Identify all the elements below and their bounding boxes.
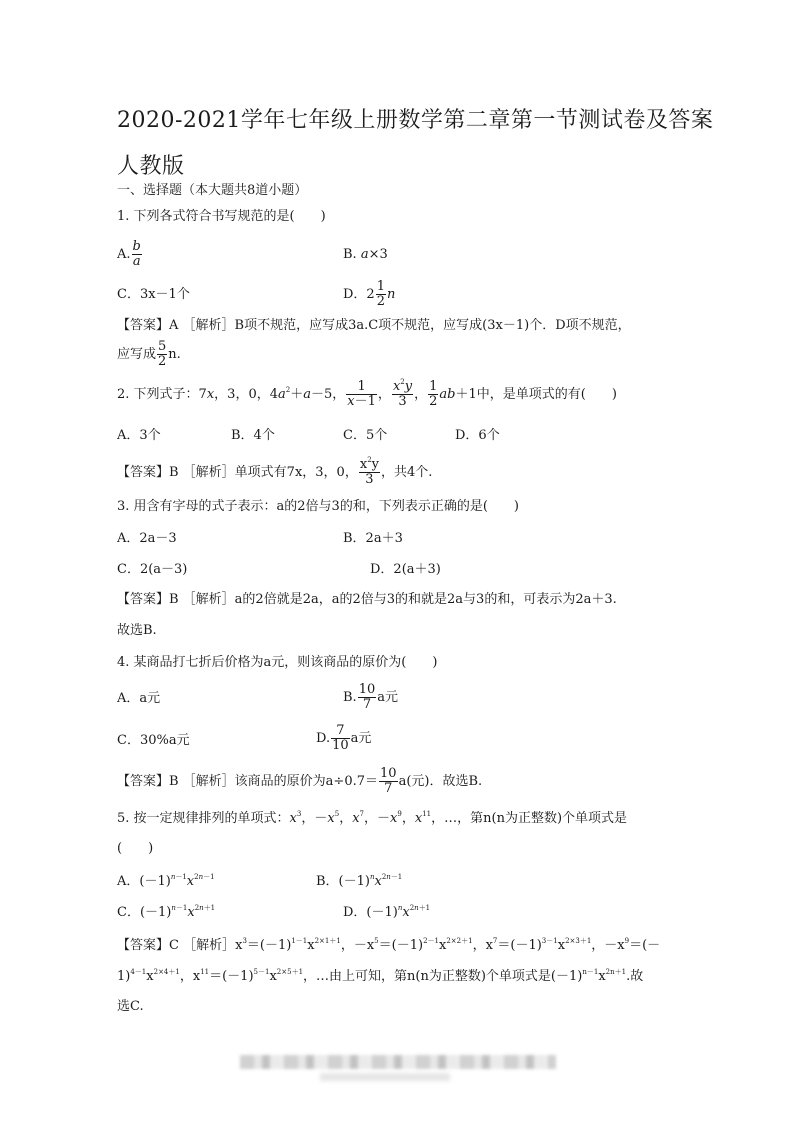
- q4-option-a: A．a元: [117, 691, 161, 706]
- question-5-stem-2: ( ): [117, 841, 154, 856]
- q4-option-d: D. $\frac{7}{10}$ a元: [316, 723, 372, 753]
- q1-option-d: D．2 $\frac{1}{2}$ n: [343, 279, 396, 309]
- question-5-stem: 5. 按一定规律排列的单项式：$x^3$，$-x^5$，$x^7$，$-x^9$，$x^{11}$，…，第n(n为正整数)个单项式是: [117, 810, 628, 826]
- q5-answer-line-1: 【答案】C ［解析$]x^3=(-1)^{1-1}x^{2\times 1+1}$，$-x^5=(-1)^{2-1}x^{2\times 2+1}$，$x^7=(-1)^{3-1}x^{2\times 3+1}$，$-x^9=(-$: [117, 937, 661, 953]
- blurred-footer-watermark-2: [320, 1073, 450, 1081]
- q1-option-b: B. a×3: [343, 247, 388, 262]
- q5-option-d: D．$(-1)^nx^{2n+1}$: [343, 904, 431, 920]
- q4-option-c: C．30%a元: [117, 733, 190, 748]
- question-1-stem: 1. 下列各式符合书写规范的是( ): [117, 209, 326, 224]
- fraction: $\frac{b}{a}$: [132, 239, 141, 269]
- q3-option-a: A．2a－3: [117, 531, 177, 546]
- q2-option-d: D．6个: [455, 428, 500, 443]
- q2-option-c: C．5个: [343, 428, 388, 443]
- q1-answer-line-2: 应写成 $\frac{5}{2}$ n.: [117, 339, 181, 369]
- q5-option-c: C．$(-1)^{n-1}x^{2n+1}$: [117, 904, 216, 920]
- page-title: 2020-2021学年七年级上册数学第二章第一节测试卷及答案人教版: [117, 108, 714, 179]
- question-3-stem: 3. 用含有字母的式子表示：a的2倍与3的和，下列表示正确的是( ): [117, 499, 519, 514]
- q5-answer-line-2: $1)^{4-1}x^{2\times 4+1}$，$x^{11}=(-1)^{5-1}x^{2\times 5+1}$，…由上可知，第n(n为正整数)个单项式是$(-1)^{n-1}x^{2n+1}$.故: [117, 968, 644, 984]
- q1-option-a: A. $\frac{b}{a}$: [117, 239, 141, 269]
- question-2-stem: 2. 下列式子：7x，3，0，$4a^2+a-5$， $\frac{1}{x-1}$ ， $\frac{x^2y}{3}$ ， $\frac{1}{2}$ ab＋1中，是单项式的有( ): [117, 378, 617, 409]
- q2-option-b: B．4个: [231, 428, 275, 443]
- q5-option-a: A．$(-1)^{n-1}x^{2n-1}$: [117, 873, 215, 889]
- q1-option-c: C．3x－1个: [117, 287, 190, 302]
- q1-answer-line-1: 【答案】A ［解析］B项不规范，应写成3a.C项不规范，应写成(3x－1)个．D项不规范，: [117, 318, 631, 333]
- q3-option-c: C．2(a－3): [117, 562, 188, 577]
- blurred-footer-watermark: [240, 1055, 556, 1069]
- section-heading: 一、选择题（本大题共8道小题）: [117, 183, 308, 198]
- question-4-stem: 4. 某商品打七折后价格为a元，则该商品的原价为( ): [117, 655, 438, 670]
- q5-option-b: B．$(-1)^nx^{2n-1}$: [316, 873, 403, 889]
- q4-answer: 【答案】B ［解析］该商品的原价为a÷0.7＝ $\frac{10}{7}$ a(元)．故选B.: [117, 766, 483, 796]
- q2-answer: 【答案】B ［解析］单项式有7x，3，0， $\frac{x^2y}{3}$ ，共4个.: [117, 456, 433, 487]
- q3-answer-line-2: 故选B.: [117, 623, 157, 638]
- q4-option-b: B. $\frac{10}{7}$ a元: [343, 682, 398, 712]
- q2-option-a: A．3个: [117, 428, 161, 443]
- q3-option-d: D．2(a＋3): [370, 562, 441, 577]
- q3-option-b: B．2a＋3: [343, 531, 403, 546]
- q3-answer-line-1: 【答案】B ［解析］a的2倍就是2a，a的2倍与3的和就是2a与3的和，可表示为2a＋3.: [117, 592, 617, 607]
- q5-answer-line-3: 选C.: [117, 999, 144, 1014]
